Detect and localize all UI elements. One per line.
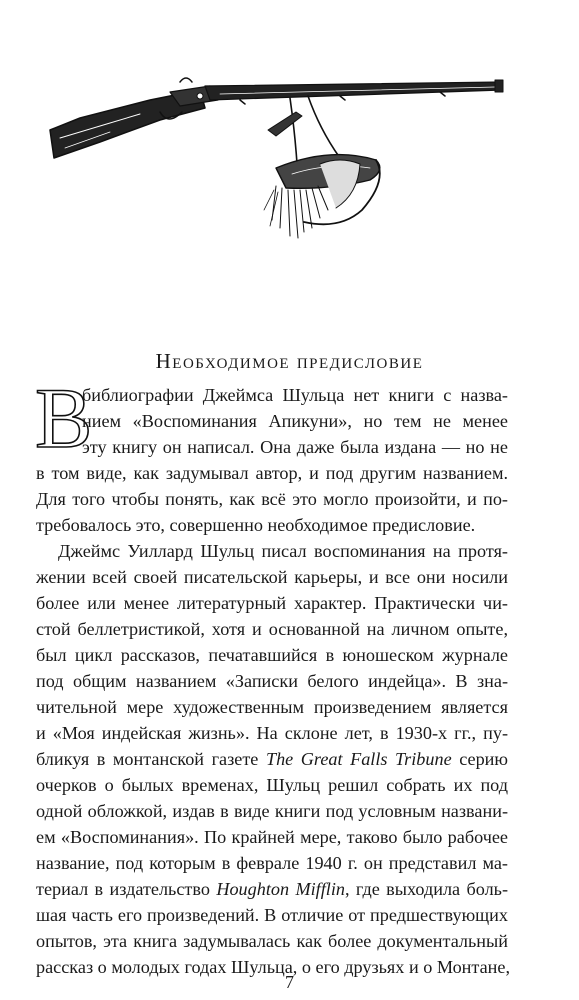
text-line xyxy=(36,876,508,902)
text-line: название, под которым в феврале 1940 г. он представил ма- xyxy=(36,853,508,873)
drop-cap-letter xyxy=(33,370,93,466)
text-line: Для того чтобы понять, как всё это могло произойти, и по- xyxy=(36,489,508,509)
newspaper-title: The Great Falls Tribune xyxy=(265,749,452,769)
text-line: очерков о былых временах, Шульц решил собрать их под xyxy=(36,775,508,795)
text-line: рассказ о молодых годах Шульца, о его друзьях и о Монтане, xyxy=(36,957,511,977)
text-segment: бликуя в монтанской газете xyxy=(36,749,266,769)
text-line: и «Моя индейская жизнь». На склоне лет, в 1930-х гг., пу- xyxy=(36,723,508,743)
text-line: опытов, эта книга задумывалась как более документальный xyxy=(36,931,508,951)
text-segment: серию xyxy=(451,749,508,769)
text-line: шая часть его произведений. В отличие от предшествующих xyxy=(36,905,508,925)
text-line: стой беллетристикой, хотя и основанной на личном опыте, xyxy=(36,619,508,639)
text-line: нием «Воспоминания Апикуни», но тем не менее xyxy=(82,411,508,431)
section-heading: Необходимое предисловие xyxy=(155,349,424,373)
publisher-name: Houghton Mifflin xyxy=(216,879,345,899)
text-line: в том виде, как задумывал автор, и под другим названием. xyxy=(36,463,508,483)
page-number: 7 xyxy=(285,972,294,992)
text-segment: териал в издательство xyxy=(36,879,217,899)
text-line: библиографии Джеймса Шульца нет книги с назва- xyxy=(82,385,508,405)
text-line: жении всей своей писательской карьеры, и все они носили xyxy=(36,567,508,587)
text-line xyxy=(36,746,508,772)
text-line: требовалось это, совершенно необходимое предисловие. xyxy=(36,515,476,535)
text-line: эту книгу он написал. Она даже была издана — но не xyxy=(82,437,508,457)
text-line: ем «Воспоминания». По крайней мере, таково было рабочее xyxy=(36,827,508,847)
text-line: Джеймс Уиллард Шульц писал воспоминания на протя- xyxy=(58,541,508,561)
rifle-powder-horn-illustration xyxy=(40,60,540,280)
text-line: был цикл рассказов, печатавшийся в юношеском журнале xyxy=(36,645,508,665)
text-line: одной обложкой, издав в виде книги под условным названи- xyxy=(36,801,508,821)
text-segment: , где выходила боль- xyxy=(344,879,509,899)
text-line: чительной мере художественным произведением является xyxy=(36,697,508,717)
text-line: более или менее литературный характер. Практически чи- xyxy=(36,593,508,613)
text-line: под общим названием «Записки белого индейца». В зна- xyxy=(36,671,508,691)
svg-text:В: В xyxy=(35,370,93,466)
